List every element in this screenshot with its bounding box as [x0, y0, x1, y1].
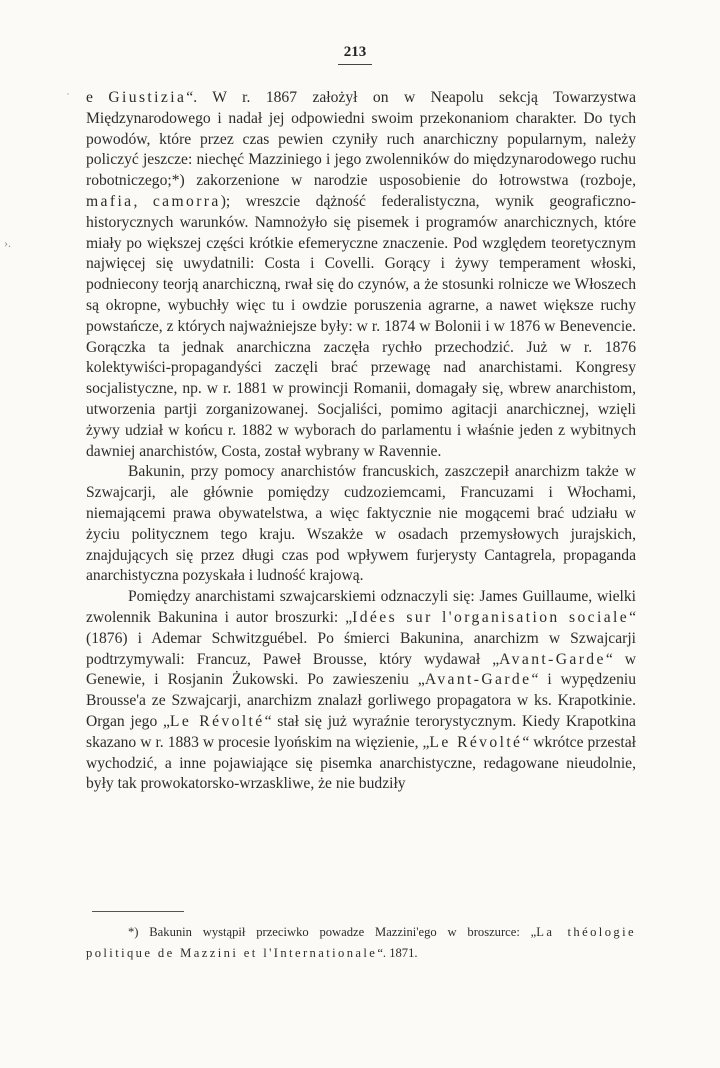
text-run: Pomiędzy anarchistami szwajcarskiemi odznaczyli się: James Guillaume, wielki zwolennik Bakunina i autor broszurki: „	[86, 588, 636, 626]
page-number: 213	[343, 44, 367, 60]
footnote-title: La théologie politique de Mazzini et l'Internationale	[86, 925, 636, 960]
text-run: “ w Genewie, i Rosjanin Żukowski. Po zawieszeniu „	[86, 650, 636, 689]
footnote-text: *) Bakunin wystąpił przeciwko powadze Mazzini'ego w broszurce: „	[128, 925, 537, 939]
body-text	[86, 88, 636, 795]
text-run: “. W r. 1867 założył on w Neapolu sekcją Towarzystwa Międzynarodowego i nadał jej odpowiedni swoim przekonaniom charakter. Do tych powodów, które przez czas pewien czyniły ruch anarchiczny popularnym, należy policzyć jeszcze: niechęć Mazziniego i jego zwolenników do międzynarodowego ruchu robotniczego;*) zakorzenione w narodzie usposobienie do łotrowstwa (rozboje,	[86, 89, 636, 190]
text-run: e	[86, 89, 109, 106]
page-number-rule	[338, 64, 372, 65]
spaced-term: camorra	[152, 192, 221, 210]
spaced-term: mafia	[86, 192, 134, 210]
paragraph: Bakunin, przy pomocy anarchistów francuskich, zaszczepił anarchizm także w Szwajcarji, ale głównie pomiędzy cudzoziemcami, Francuzami i Włochami, niemającemi prawa obywatelstwa, a więc faktycznie nie mogącemi brać udziału w życiu politycznem tego kraju. Wszakże w osadach przemysłowych jurajskich, znajdujących się przez długi czas pod wpływem furjerysty Cantagrela, propaganda anarchistyczna pozyskała i ludność krajową.	[86, 463, 636, 585]
spaced-title: Le Révolté	[429, 733, 523, 751]
text-run: “ stał się już wyraźnie terorystycznym. Kiedy Krapotkina skazano w r. 1883 w procesie lyońskim na więzienie, „	[86, 712, 636, 751]
margin-speck: ›.	[4, 236, 11, 250]
text-run: ); wreszcie dążność federalistyczna, wynik geograficzno-historycznych warunków. Namnożyło się pisemek i programów anarchicznych, które miały po większej części krótkie efemeryczne znaczenie. Pod względem teoretycznym najwięcej się uwydatnili: Costa i Covelli. Gorący i żywy temperament włoski, podniecony teorją anarchiczną, rwał się do czynów, a że stosunki rolnicze we Włoszech są okropne, wybuchły więc tu i owdzie poruszenia agrarne, a nawet większe ruchy powstańcze, z których najważniejsze były: w r. 1874 w Bolonii i w 1876 w Benevencie. Gorączka ta jednak anarchiczna zaczęła rychło przechodzić. Już w r. 1876 kolektywiści-propagandyści zaczęli brać przewagę nad anarchistami. Kongresy socjalistyczne, np. w r. 1881 w prowincji Romanii, domagały się, wbrew anarchistom, utworzenia partji zorganizowanej. Socjaliści, pomimo agitacji anarchicznej, wzięli żywy udział w końcu r. 1882 w wyborach do parlamentu i właśnie jeden z wybitnych dawniej anarchistów, Costa, został wybrany w Ravennie.	[86, 192, 636, 460]
text-run: “ (1876) i Ademar Schwitzguébel. Po śmierci Bakunina, anarchizm w Szwajcarji podtrzymywali: Francuz, Paweł Brousse, który wydawał „	[86, 608, 636, 668]
paragraph	[86, 587, 636, 795]
footnote-rule	[92, 911, 184, 912]
text-run: “ i wypędzeniu Brousse'a ze Szwajcarji, anarchizm znalazł gorliwego propagatora w ks. Krapotkinie. Organ jego „	[86, 671, 636, 730]
paragraph	[86, 88, 636, 462]
footnote	[86, 922, 636, 964]
spaced-term: Giustizia	[108, 89, 187, 106]
margin-speck: ˙	[66, 90, 70, 104]
spaced-title: Le Révolté	[169, 712, 265, 730]
text-run: “ wkrótce przestał wychodzić, a inne pojawiające się pisemka anarchistyczne, redagowane nieudolnie, były tak prowokatorsko-wrzaskliwe, że nie budziły	[86, 733, 636, 793]
spaced-title: Idées sur l'organisation sociale	[352, 608, 630, 626]
footnote-text: “. 1871.	[377, 945, 418, 960]
spaced-title: Avant-Garde	[424, 671, 532, 689]
spaced-title: Avant-Garde	[499, 650, 606, 668]
text-run: ,	[133, 192, 153, 210]
